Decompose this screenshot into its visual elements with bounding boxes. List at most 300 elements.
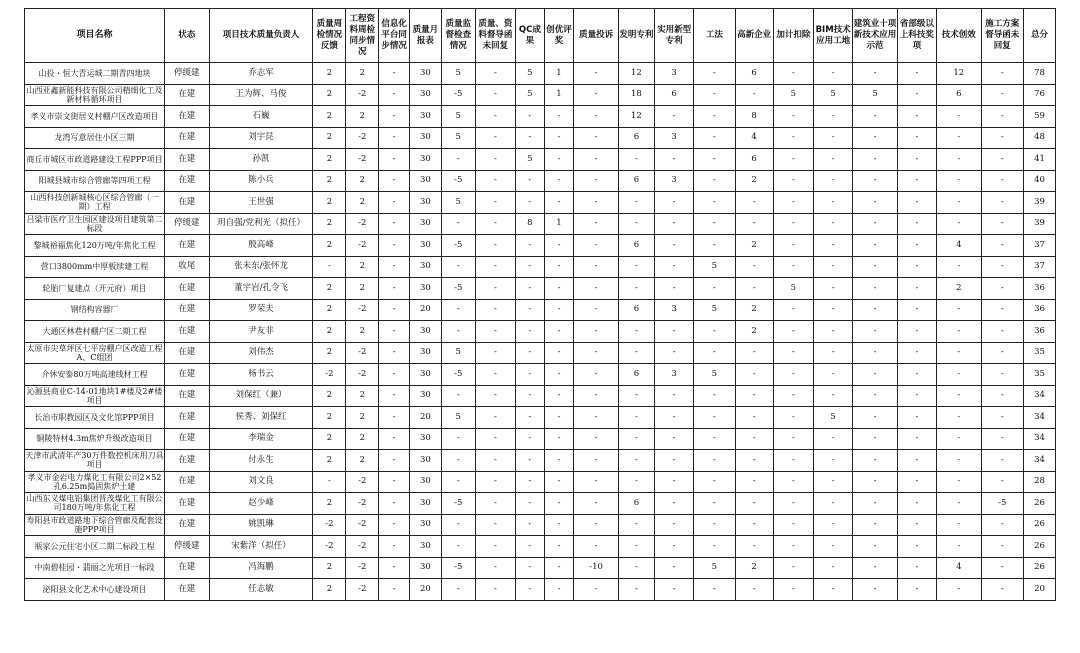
project-name-cell: 长治市职教园区及文化馆PPP项目 <box>25 407 165 429</box>
table-cell: 30 <box>409 256 441 278</box>
table-cell: 在建 <box>165 235 210 257</box>
table-cell: - <box>313 471 346 493</box>
table-cell: - <box>897 256 936 278</box>
table-cell: 5 <box>516 149 545 171</box>
table-cell: - <box>773 514 813 536</box>
table-cell: - <box>379 63 410 85</box>
table-cell: - <box>544 235 574 257</box>
table-cell: - <box>654 278 693 300</box>
total-score-cell: 34 <box>1024 385 1056 407</box>
table-cell: 2 <box>313 321 346 343</box>
table-cell: - <box>544 428 574 450</box>
table-cell: - <box>937 579 982 601</box>
total-score-cell: 37 <box>1024 256 1056 278</box>
table-cell: - <box>379 106 410 128</box>
column-header: 创优评奖 <box>544 9 574 63</box>
table-cell: - <box>475 106 515 128</box>
column-header: 实用新型专利 <box>654 9 693 63</box>
table-cell: - <box>897 536 936 558</box>
table-cell: - <box>379 428 410 450</box>
table-cell: 在建 <box>165 557 210 579</box>
table-cell: 6 <box>937 84 982 106</box>
table-cell: - <box>516 536 545 558</box>
table-cell: 2 <box>735 299 773 321</box>
table-cell: - <box>574 63 619 85</box>
lead-cell: 刘伟杰 <box>209 342 313 364</box>
table-cell: 30 <box>409 170 441 192</box>
table-cell: - <box>694 127 735 149</box>
table-cell: - <box>897 170 936 192</box>
project-name-cell: 山投・恒大青运城二期青四地块 <box>25 63 165 85</box>
table-cell: - <box>475 579 515 601</box>
table-cell: - <box>897 149 936 171</box>
table-cell: - <box>897 127 936 149</box>
table-cell: 2 <box>346 450 379 472</box>
table-cell: - <box>694 493 735 515</box>
project-name-cell: 山西科技创新城核心区综合管廊（一期）工程 <box>25 192 165 214</box>
table-cell: - <box>981 557 1023 579</box>
total-score-cell: 35 <box>1024 342 1056 364</box>
column-header: 建筑业十项新技术应用示范 <box>853 9 898 63</box>
table-cell: 30 <box>409 471 441 493</box>
table-cell: - <box>574 256 619 278</box>
table-cell: - <box>379 493 410 515</box>
table-row <box>25 149 1056 171</box>
table-cell: 20 <box>409 299 441 321</box>
table-cell: - <box>814 278 853 300</box>
table-cell: 2 <box>313 235 346 257</box>
table-cell: - <box>981 170 1023 192</box>
table-cell: - <box>475 84 515 106</box>
table-cell: - <box>654 557 693 579</box>
project-name-cell: 大通区林巷村棚户区二期工程 <box>25 321 165 343</box>
table-cell: - <box>773 106 813 128</box>
table-cell: - <box>814 235 853 257</box>
table-cell: 12 <box>618 63 654 85</box>
table-cell: - <box>313 256 346 278</box>
table-cell: - <box>618 256 654 278</box>
table-cell: 5 <box>441 407 475 429</box>
column-header: 省部级以上科技奖项 <box>897 9 936 63</box>
table-cell: 2 <box>346 428 379 450</box>
table-cell: - <box>853 342 898 364</box>
table-cell: - <box>897 514 936 536</box>
table-cell: - <box>981 127 1023 149</box>
lead-cell: 任志敏 <box>209 579 313 601</box>
project-name-cell: 山西东义煤电铝集团晋茂煤化工有限公司180万吨/年焦化工程 <box>26 494 163 513</box>
table-cell: - <box>475 278 515 300</box>
table-cell: - <box>441 579 475 601</box>
table-row <box>25 579 1056 601</box>
table-cell: - <box>897 321 936 343</box>
table-cell: - <box>544 450 574 472</box>
table-cell: -5 <box>441 170 475 192</box>
project-name-cell: 天津市武清年产30万件数控机床用刀具项目 <box>25 451 164 470</box>
table-cell: 2 <box>346 407 379 429</box>
table-cell: - <box>814 342 853 364</box>
table-cell: - <box>735 256 773 278</box>
table-cell: - <box>773 493 813 515</box>
table-cell: - <box>981 450 1023 472</box>
table-cell: - <box>773 428 813 450</box>
table-cell: - <box>853 299 898 321</box>
table-cell: - <box>853 256 898 278</box>
table-cell: 6 <box>618 127 654 149</box>
table-cell: - <box>735 364 773 386</box>
table-cell: - <box>897 364 936 386</box>
table-cell: 12 <box>618 106 654 128</box>
table-cell: - <box>618 278 654 300</box>
column-header: 加计扣除 <box>773 9 813 63</box>
table-cell: - <box>618 342 654 364</box>
table-cell: - <box>441 428 475 450</box>
project-name-cell: 山西亚鑫新能科技有限公司精细化工及新材料循环项目 <box>26 85 163 104</box>
table-cell: - <box>981 428 1023 450</box>
table-cell: - <box>574 471 619 493</box>
table-cell: - <box>981 213 1023 235</box>
table-cell: - <box>853 428 898 450</box>
lead-cell: 李瑞金 <box>209 428 313 450</box>
table-cell: - <box>574 106 619 128</box>
table-cell: - <box>441 471 475 493</box>
table-cell: - <box>853 192 898 214</box>
table-cell: - <box>937 256 982 278</box>
table-cell: 5 <box>516 63 545 85</box>
table-cell: - <box>814 514 853 536</box>
table-cell: 30 <box>409 213 441 235</box>
table-cell: 12 <box>937 63 982 85</box>
table-cell: 2 <box>346 106 379 128</box>
table-cell: - <box>475 428 515 450</box>
table-cell: - <box>516 278 545 300</box>
table-row <box>25 84 1056 106</box>
table-cell: - <box>516 299 545 321</box>
total-score-cell: 34 <box>1024 450 1056 472</box>
table-cell: - <box>574 342 619 364</box>
table-cell: 在建 <box>165 579 210 601</box>
table-cell: 5 <box>441 106 475 128</box>
table-cell: - <box>937 192 982 214</box>
lead-cell: 刘宇昆 <box>209 127 313 149</box>
table-cell: - <box>574 235 619 257</box>
table-cell: - <box>544 493 574 515</box>
table-cell: - <box>773 579 813 601</box>
table-cell: - <box>937 428 982 450</box>
table-cell: - <box>853 385 898 407</box>
table-cell: - <box>814 170 853 192</box>
lead-cell: 乔志军 <box>209 63 313 85</box>
table-cell: - <box>544 106 574 128</box>
table-cell: - <box>981 321 1023 343</box>
table-cell: - <box>897 106 936 128</box>
table-cell: - <box>475 63 515 85</box>
table-cell: - <box>516 364 545 386</box>
table-cell: - <box>981 579 1023 601</box>
table-cell: - <box>694 514 735 536</box>
table-cell: - <box>814 428 853 450</box>
table-cell: 5 <box>694 557 735 579</box>
table-cell: - <box>735 450 773 472</box>
table-cell: - <box>441 299 475 321</box>
table-cell: 3 <box>654 170 693 192</box>
table-cell: 2 <box>313 407 346 429</box>
table-cell: -2 <box>346 557 379 579</box>
table-cell: - <box>773 450 813 472</box>
table-cell: 2 <box>346 385 379 407</box>
table-cell: -2 <box>346 149 379 171</box>
total-score-cell: 37 <box>1024 235 1056 257</box>
table-cell: - <box>516 170 545 192</box>
table-cell: 6 <box>618 493 654 515</box>
table-cell: - <box>853 170 898 192</box>
table-cell: - <box>379 235 410 257</box>
table-cell: - <box>654 514 693 536</box>
score-table-container <box>24 8 1056 601</box>
table-cell: - <box>516 321 545 343</box>
table-cell: - <box>897 84 936 106</box>
table-cell: - <box>981 299 1023 321</box>
table-cell: - <box>814 149 853 171</box>
table-cell: - <box>981 63 1023 85</box>
lead-cell: 玥自强/党利光（拟任） <box>209 213 313 235</box>
table-cell: 在建 <box>165 127 210 149</box>
table-cell: -5 <box>441 278 475 300</box>
table-cell: - <box>544 364 574 386</box>
table-cell: - <box>897 385 936 407</box>
table-cell: 30 <box>409 127 441 149</box>
table-cell: - <box>618 557 654 579</box>
lead-cell: 陈小兵 <box>209 170 313 192</box>
column-header: QC成果 <box>516 9 545 63</box>
table-cell: -10 <box>574 557 619 579</box>
table-cell: - <box>475 514 515 536</box>
table-cell: - <box>937 106 982 128</box>
table-cell: - <box>694 450 735 472</box>
table-cell: 2 <box>313 213 346 235</box>
table-cell: 5 <box>441 192 475 214</box>
table-cell: - <box>441 450 475 472</box>
table-cell: - <box>544 342 574 364</box>
table-cell: 2 <box>346 192 379 214</box>
table-cell: - <box>475 407 515 429</box>
table-cell: - <box>475 536 515 558</box>
table-cell: - <box>897 63 936 85</box>
table-cell: - <box>694 428 735 450</box>
table-cell: - <box>379 557 410 579</box>
table-cell: 在建 <box>165 471 210 493</box>
table-cell: 6 <box>735 63 773 85</box>
table-cell: - <box>853 213 898 235</box>
lead-cell: 赵少峰 <box>209 493 313 515</box>
table-cell: 4 <box>735 127 773 149</box>
table-cell: - <box>735 278 773 300</box>
table-cell: 3 <box>654 364 693 386</box>
lead-cell: 侯秀、刘保红 <box>209 407 313 429</box>
project-name-cell: 铜陵特材4.3m焦炉升级改造项目 <box>25 428 165 450</box>
table-cell: 5 <box>773 278 813 300</box>
table-cell: 5 <box>814 407 853 429</box>
table-cell: - <box>897 493 936 515</box>
table-cell: - <box>981 536 1023 558</box>
table-cell: - <box>618 471 654 493</box>
table-cell: 8 <box>735 106 773 128</box>
table-cell: - <box>773 407 813 429</box>
table-cell: - <box>654 471 693 493</box>
table-row <box>25 536 1056 558</box>
table-cell: - <box>654 213 693 235</box>
table-cell: - <box>853 235 898 257</box>
table-cell: -5 <box>441 84 475 106</box>
table-cell: -2 <box>346 342 379 364</box>
table-cell: - <box>694 213 735 235</box>
table-cell: 在建 <box>165 450 210 472</box>
table-cell: 30 <box>409 450 441 472</box>
column-header: 工程资料周检同步情况 <box>346 9 379 63</box>
table-cell: 在建 <box>165 321 210 343</box>
table-cell: - <box>897 471 936 493</box>
table-cell: - <box>814 450 853 472</box>
lead-cell: 王世强 <box>209 192 313 214</box>
table-cell: - <box>574 450 619 472</box>
table-cell: 在建 <box>165 428 210 450</box>
table-cell: 18 <box>618 84 654 106</box>
lead-cell: 冯海鹏 <box>209 557 313 579</box>
table-cell: 在建 <box>165 278 210 300</box>
project-name-cell: 介休安泰80万吨高速线材工程 <box>25 364 165 386</box>
table-cell: 1 <box>544 84 574 106</box>
table-cell: - <box>475 149 515 171</box>
table-cell: 3 <box>654 63 693 85</box>
table-cell: - <box>544 299 574 321</box>
table-cell: - <box>694 106 735 128</box>
table-cell: - <box>379 407 410 429</box>
table-cell: 2 <box>346 63 379 85</box>
project-name-cell: 阳城县城市综合管廊等四项工程 <box>25 170 165 192</box>
table-cell: - <box>441 213 475 235</box>
table-cell: - <box>544 471 574 493</box>
total-score-cell: 39 <box>1024 213 1056 235</box>
table-cell: - <box>937 213 982 235</box>
table-cell: - <box>618 385 654 407</box>
table-cell: - <box>618 192 654 214</box>
table-cell: - <box>574 428 619 450</box>
total-score-cell: 26 <box>1024 557 1056 579</box>
table-cell: - <box>694 170 735 192</box>
table-cell: 6 <box>618 299 654 321</box>
table-cell: - <box>897 579 936 601</box>
table-row <box>25 278 1056 300</box>
table-cell: - <box>735 579 773 601</box>
project-name-cell: 商丘市城区市政道路建设工程PPP项目 <box>25 149 165 171</box>
table-cell: - <box>853 450 898 472</box>
project-name-cell: 太原市尖草坪区七平房棚户区改造工程A、C组团 <box>26 343 163 362</box>
table-cell: 6 <box>618 235 654 257</box>
total-score-cell: 39 <box>1024 192 1056 214</box>
table-cell: - <box>853 63 898 85</box>
table-cell: - <box>379 450 410 472</box>
table-cell: 2 <box>313 84 346 106</box>
table-cell: - <box>814 256 853 278</box>
table-cell: - <box>654 450 693 472</box>
table-cell: - <box>981 149 1023 171</box>
table-cell: - <box>475 256 515 278</box>
table-cell: - <box>814 493 853 515</box>
table-row <box>25 299 1056 321</box>
table-row <box>25 192 1056 214</box>
table-row <box>25 106 1056 128</box>
table-cell: - <box>735 192 773 214</box>
table-cell: - <box>574 385 619 407</box>
table-cell: - <box>694 149 735 171</box>
table-cell: 2 <box>313 557 346 579</box>
table-cell: - <box>516 450 545 472</box>
table-cell: - <box>937 385 982 407</box>
table-cell: - <box>654 106 693 128</box>
table-cell: - <box>379 84 410 106</box>
table-cell: 停缓建 <box>165 213 210 235</box>
table-cell: - <box>981 235 1023 257</box>
table-cell: - <box>654 192 693 214</box>
table-cell: - <box>574 170 619 192</box>
table-cell: - <box>574 127 619 149</box>
total-score-cell: 34 <box>1024 428 1056 450</box>
table-cell: 30 <box>409 385 441 407</box>
table-cell: - <box>544 192 574 214</box>
table-cell: 5 <box>694 256 735 278</box>
table-cell: -2 <box>346 213 379 235</box>
table-cell: 2 <box>346 256 379 278</box>
table-cell: 在建 <box>165 385 210 407</box>
table-cell: 2 <box>313 385 346 407</box>
project-name-cell: 寿阳县市政道路地下综合管廊及配套设施PPP项目 <box>26 515 163 534</box>
table-cell: - <box>574 514 619 536</box>
table-cell: - <box>379 256 410 278</box>
table-cell: - <box>574 364 619 386</box>
table-cell: 在建 <box>165 149 210 171</box>
table-row <box>25 385 1056 407</box>
project-name-cell: 营口3800mm中厚板续建工程 <box>25 256 165 278</box>
table-cell: - <box>937 514 982 536</box>
table-cell: - <box>814 192 853 214</box>
table-cell: -2 <box>346 299 379 321</box>
table-cell: - <box>814 106 853 128</box>
table-cell: 2 <box>313 450 346 472</box>
lead-cell: 殷高峰 <box>209 235 313 257</box>
table-cell: - <box>574 149 619 171</box>
table-row <box>25 321 1056 343</box>
table-row <box>25 342 1056 364</box>
table-cell: - <box>654 536 693 558</box>
table-cell: - <box>379 170 410 192</box>
table-cell: -2 <box>346 471 379 493</box>
table-cell: - <box>379 536 410 558</box>
column-header: 项目技术质量负责人 <box>209 9 313 63</box>
table-cell: - <box>897 407 936 429</box>
column-header: 施工方案督导函未回复 <box>981 9 1023 63</box>
table-cell: - <box>475 235 515 257</box>
table-row <box>25 450 1056 472</box>
table-cell: 2 <box>937 278 982 300</box>
table-cell: - <box>441 536 475 558</box>
table-cell: 8 <box>516 213 545 235</box>
lead-cell: 王为辉、马俊 <box>209 84 313 106</box>
lead-cell: 付永生 <box>209 450 313 472</box>
table-cell: - <box>735 471 773 493</box>
table-cell: 5 <box>516 84 545 106</box>
table-cell: - <box>379 299 410 321</box>
table-cell: - <box>441 321 475 343</box>
table-cell: - <box>516 514 545 536</box>
